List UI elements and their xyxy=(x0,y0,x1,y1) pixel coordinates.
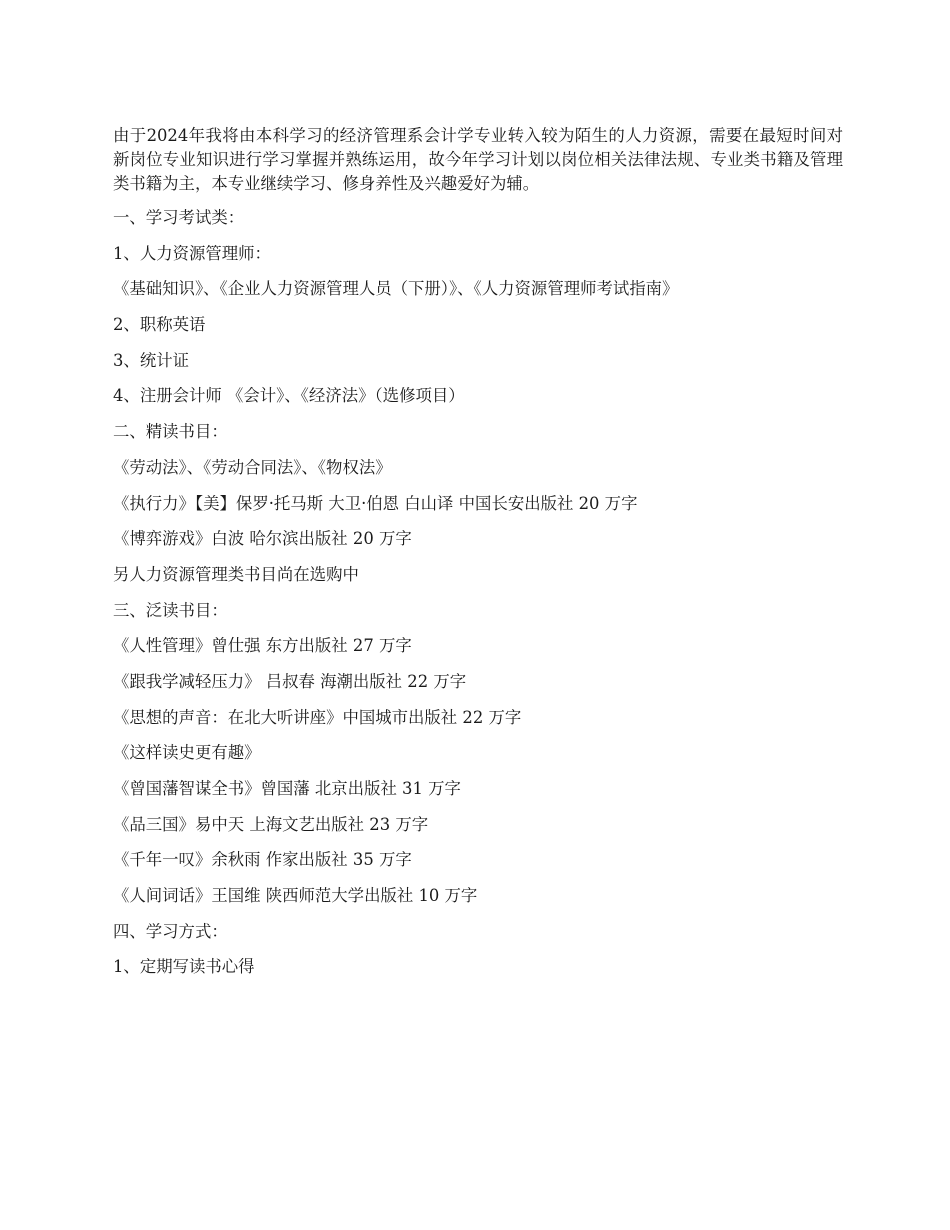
line-item-statistics: 3、统计证 xyxy=(113,350,189,370)
line-section-4-heading: 四、学习方式： xyxy=(113,921,228,941)
line-item-english: 2、职称英语 xyxy=(113,315,206,335)
line-book-stress: 《跟我学减轻压力》 吕叔春 海潮出版社 22 万字 xyxy=(113,671,467,691)
intro-paragraph: 由于2024年我将由本科学习的经济管理系会计学专业转入较为陌生的人力资源，需要在最短时间对新岗位专业知识进行学习掌握并熟练运用，故今年学习计划以岗位相关法律法规、专业类书籍及管理类书籍为主，本专业继续学习、修身养性及兴趣爱好为辅。 xyxy=(113,126,843,193)
line-section-3-heading: 三、泛读书目： xyxy=(113,600,228,620)
line-book-execution: 《执行力》【美】保罗·托马斯 大卫·伯恩 白山译 中国长安出版社 20 万字 xyxy=(113,493,638,513)
line-book-history: 《这样读史更有趣》 xyxy=(113,743,261,763)
line-law-books: 《劳动法》、《劳动合同法》、《物权法》 xyxy=(113,457,392,477)
line-hr-books: 《基础知识》、《企业人力资源管理人员（下册）》、《人力资源管理师考试指南》 xyxy=(113,279,679,299)
line-book-three-kingdoms: 《品三国》易中天 上海文艺出版社 23 万字 xyxy=(113,814,429,834)
line-book-human-nature: 《人性管理》曾仕强 东方出版社 27 万字 xyxy=(113,636,412,656)
line-item-hr-manager: 1、人力资源管理师： xyxy=(113,243,271,263)
document-page xyxy=(113,124,843,991)
line-item-cpa: 4、注册会计师 《会计》、《经济法》（选修项目） xyxy=(113,386,465,406)
line-book-ci-poetry: 《人间词话》王国维 陕西师范大学出版社 10 万字 xyxy=(113,886,478,906)
line-book-game: 《博弈游戏》白波 哈尔滨出版社 20 万字 xyxy=(113,529,412,549)
line-section-1-heading: 一、学习考试类： xyxy=(113,208,245,227)
line-hr-note: 另人力资源管理类书目尚在选购中 xyxy=(113,564,359,584)
line-book-zeng: 《曾国藩智谋全书》曾国藩 北京出版社 31 万字 xyxy=(113,779,461,798)
line-book-voice: 《思想的声音：在北大听讲座》中国城市出版社 22 万字 xyxy=(113,707,522,727)
line-book-sigh: 《千年一叹》余秋雨 作家出版社 35 万字 xyxy=(113,850,412,870)
line-method-1: 1、定期写读书心得 xyxy=(113,957,255,977)
line-section-2-heading: 二、精读书目： xyxy=(113,422,228,442)
